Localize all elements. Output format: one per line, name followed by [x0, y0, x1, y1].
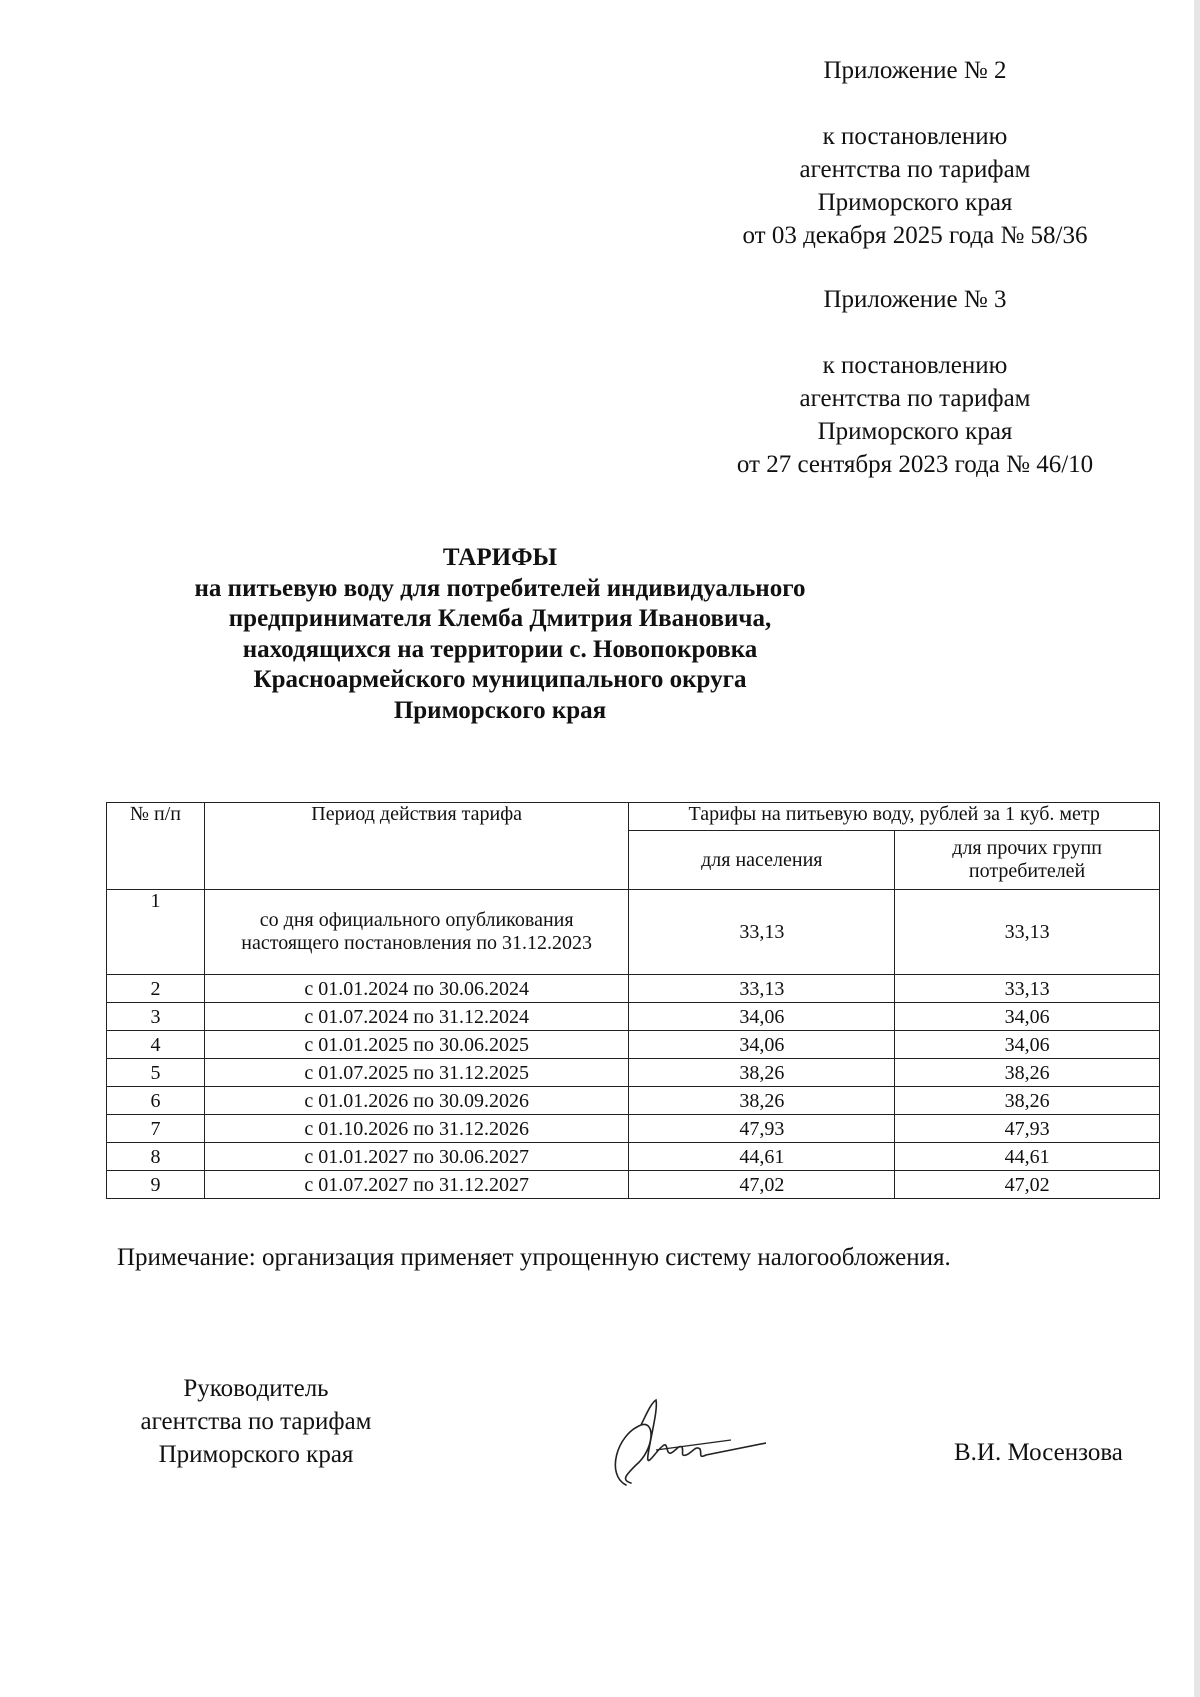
title-line-6: Приморского края	[393, 696, 607, 724]
row-period: с 01.10.2026 по 31.12.2026	[204, 1115, 629, 1143]
title-line-2: на питьевую воду для потребителей индивидуального	[194, 574, 806, 602]
row-num: 3	[107, 1003, 205, 1031]
row-num: 6	[107, 1087, 205, 1115]
table-row	[107, 1003, 1160, 1031]
header-period: Период действия тарифа	[204, 803, 629, 831]
row-other: 33,13	[895, 890, 1160, 975]
table-header-row	[107, 803, 1160, 831]
title-line-3: предпринимателя Клемба Дмитрия Ивановича,	[228, 605, 772, 632]
appendix-3-region: Приморского края	[817, 418, 1013, 445]
row-population: 47,93	[629, 1115, 895, 1143]
appendix-2-header	[690, 54, 1140, 252]
appendix-2-title: Приложение № 2	[823, 57, 1007, 84]
appendix-2-region: Приморского края	[817, 189, 1013, 216]
header-population: для населения	[629, 831, 895, 890]
signer-position-line-3: Приморского края	[158, 1441, 354, 1468]
appendix-3-to: к постановлению	[822, 352, 1008, 379]
row-population: 33,13	[629, 975, 895, 1003]
row-other: 38,26	[895, 1087, 1160, 1115]
header-num: № п/п	[107, 803, 205, 831]
table-subheader-row	[107, 831, 1160, 890]
signer-position	[106, 1372, 406, 1471]
signer-position-line-1: Руководитель	[183, 1375, 329, 1402]
table-row	[107, 1059, 1160, 1087]
row-num: 1	[107, 890, 205, 975]
appendix-2-agency: агентства по тарифам	[799, 156, 1031, 183]
row-period: со дня официального опубликования настоящего постановления по 31.12.2023	[204, 890, 629, 975]
table-row	[107, 1171, 1160, 1199]
table-row	[107, 1031, 1160, 1059]
signer-name: В.И. Мосензова	[954, 1439, 1123, 1466]
table-row	[107, 975, 1160, 1003]
document-title	[150, 543, 850, 726]
row-num: 2	[107, 975, 205, 1003]
appendix-2-date: от 03 декабря 2025 года № 58/36	[742, 222, 1088, 249]
tariffs-table	[106, 802, 1160, 1199]
row-period: с 01.07.2024 по 31.12.2024	[204, 1003, 629, 1031]
appendix-2-to: к постановлению	[822, 123, 1008, 150]
row-other: 34,06	[895, 1031, 1160, 1059]
table-row	[107, 1143, 1160, 1171]
tax-note: Примечание: организация применяет упрощенную систему налогообложения.	[117, 1244, 951, 1271]
row-population: 38,26	[629, 1059, 895, 1087]
row-other: 38,26	[895, 1059, 1160, 1087]
row-period: с 01.07.2025 по 31.12.2025	[204, 1059, 629, 1087]
row-other: 33,13	[895, 975, 1160, 1003]
table-row	[107, 1087, 1160, 1115]
row-population: 34,06	[629, 1003, 895, 1031]
row-other: 47,93	[895, 1115, 1160, 1143]
header-other: для прочих групп потребителей	[895, 831, 1160, 890]
title-line-5: Красноармейского муниципального округа	[253, 666, 747, 693]
row-period: с 01.01.2027 по 30.06.2027	[204, 1143, 629, 1171]
row-other: 34,06	[895, 1003, 1160, 1031]
row-period: с 01.01.2026 по 30.09.2026	[204, 1087, 629, 1115]
appendix-3-title: Приложение № 3	[823, 286, 1007, 313]
row-num: 5	[107, 1059, 205, 1087]
scan-edge	[1194, 0, 1200, 1697]
row-period: с 01.01.2025 по 30.06.2025	[204, 1031, 629, 1059]
row-population: 44,61	[629, 1143, 895, 1171]
row-other: 44,61	[895, 1143, 1160, 1171]
appendix-3-date: от 27 сентября 2023 года № 46/10	[736, 451, 1094, 478]
row-other: 47,02	[895, 1171, 1160, 1199]
appendix-3-header	[690, 283, 1140, 481]
row-population: 33,13	[629, 890, 895, 975]
table-row	[107, 890, 1160, 975]
table-row	[107, 1115, 1160, 1143]
row-population: 38,26	[629, 1087, 895, 1115]
title-line-4: находящихся на территории с. Новопокровка	[242, 635, 758, 663]
row-num: 9	[107, 1171, 205, 1199]
appendix-3-agency: агентства по тарифам	[799, 385, 1031, 412]
row-num: 7	[107, 1115, 205, 1143]
header-period-cont	[204, 831, 629, 890]
row-population: 34,06	[629, 1031, 895, 1059]
header-num-cont	[107, 831, 205, 890]
row-period: с 01.01.2024 по 30.06.2024	[204, 975, 629, 1003]
row-population: 47,02	[629, 1171, 895, 1199]
signer-position-line-2: агентства по тарифам	[140, 1408, 372, 1435]
row-num: 8	[107, 1143, 205, 1171]
row-num: 4	[107, 1031, 205, 1059]
handwritten-signature	[596, 1395, 766, 1495]
title-line-1: ТАРИФЫ	[442, 544, 558, 571]
row-period: с 01.07.2027 по 31.12.2027	[204, 1171, 629, 1199]
header-tariffs: Тарифы на питьевую воду, рублей за 1 куб. метр	[629, 803, 1160, 831]
